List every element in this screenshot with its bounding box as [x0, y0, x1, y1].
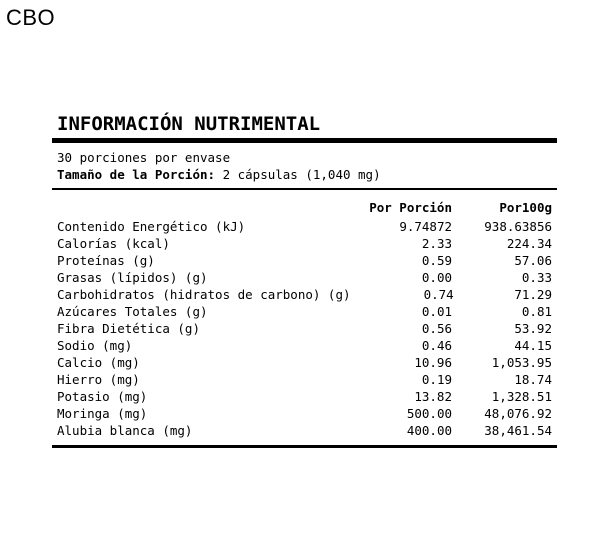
per-serving-value: 10.96 [414, 355, 452, 370]
table-row [52, 354, 557, 371]
per-serving-value: 0.01 [421, 304, 452, 319]
nutrient-name: Moringa (mg) [57, 406, 148, 421]
per-serving-value: 400.00 [406, 423, 452, 438]
nutrient-name: Calcio (mg) [57, 355, 140, 370]
per-100g-value: 0.81 [521, 304, 552, 319]
table-row [52, 405, 557, 422]
per-serving-value: 9.74872 [399, 219, 452, 234]
per-100g-value: 53.92 [514, 321, 552, 336]
table-row [52, 269, 557, 286]
nutrient-name: Potasio (mg) [57, 389, 148, 404]
per-100g-value: 38,461.54 [484, 423, 552, 438]
per-serving-value: 0.46 [421, 338, 452, 353]
bottom-divider [52, 445, 557, 448]
table-header [52, 190, 557, 218]
header-per-serving: Por Porción [369, 200, 452, 215]
table-row [52, 422, 557, 439]
serving-size-line [57, 166, 552, 183]
per-100g-value: 0.33 [521, 270, 552, 285]
nutrient-name: Fibra Dietética (g) [57, 321, 200, 336]
nutrient-name: Alubia blanca (mg) [57, 423, 193, 438]
nutrient-name: Grasas (lípidos) (g) [57, 270, 208, 285]
header-nutrient [57, 200, 347, 218]
per-100g-value: 938.63856 [484, 219, 552, 234]
table-row [52, 337, 557, 354]
servings-per-container: 30 porciones por envase [57, 150, 231, 165]
per-100g-value: 224.34 [506, 236, 552, 251]
serving-size-label: Tamaño de la Porción: [57, 167, 216, 182]
table-row [52, 218, 557, 235]
per-serving-value: 0.56 [421, 321, 452, 336]
nutrition-title: INFORMACIÓN NUTRIMENTAL [57, 113, 321, 135]
table-row [52, 286, 557, 303]
per-serving-value: 2.33 [421, 236, 452, 251]
serving-info [52, 143, 557, 188]
nutrient-table-body [52, 218, 557, 445]
nutrient-name: Hierro (mg) [57, 372, 140, 387]
per-100g-value: 1,328.51 [491, 389, 552, 404]
table-row [52, 388, 557, 405]
per-serving-value: 0.59 [421, 253, 452, 268]
nutrition-facts-panel [52, 110, 557, 448]
per-100g-value: 71.29 [514, 287, 552, 302]
nutrient-name: Proteínas (g) [57, 253, 155, 268]
per-serving-value: 0.19 [421, 372, 452, 387]
table-row [52, 371, 557, 388]
brand-logo-text: CBO [6, 5, 56, 30]
serving-size-value: 2 cápsulas (1,040 mg) [215, 167, 381, 182]
table-row [52, 235, 557, 252]
per-serving-value: 500.00 [406, 406, 452, 421]
nutrient-name: Sodio (mg) [57, 338, 133, 353]
nutrient-name: Contenido Energético (kJ) [57, 219, 246, 234]
per-100g-value: 1,053.95 [491, 355, 552, 370]
per-100g-value: 18.74 [514, 372, 552, 387]
table-row [52, 303, 557, 320]
table-row [52, 252, 557, 269]
per-serving-value: 0.00 [421, 270, 452, 285]
per-100g-value: 44.15 [514, 338, 552, 353]
nutrient-name: Calorías (kcal) [57, 236, 170, 251]
per-100g-value: 57.06 [514, 253, 552, 268]
per-serving-value: 13.82 [414, 389, 452, 404]
table-row [52, 320, 557, 337]
nutrient-name: Carbohidratos (hidratos de carbono) (g) [57, 287, 351, 302]
per-serving-value: 0.74 [423, 287, 454, 302]
nutrient-name: Azúcares Totales (g) [57, 304, 208, 319]
header-per-100g: Por100g [499, 200, 552, 215]
per-100g-value: 48,076.92 [484, 406, 552, 421]
